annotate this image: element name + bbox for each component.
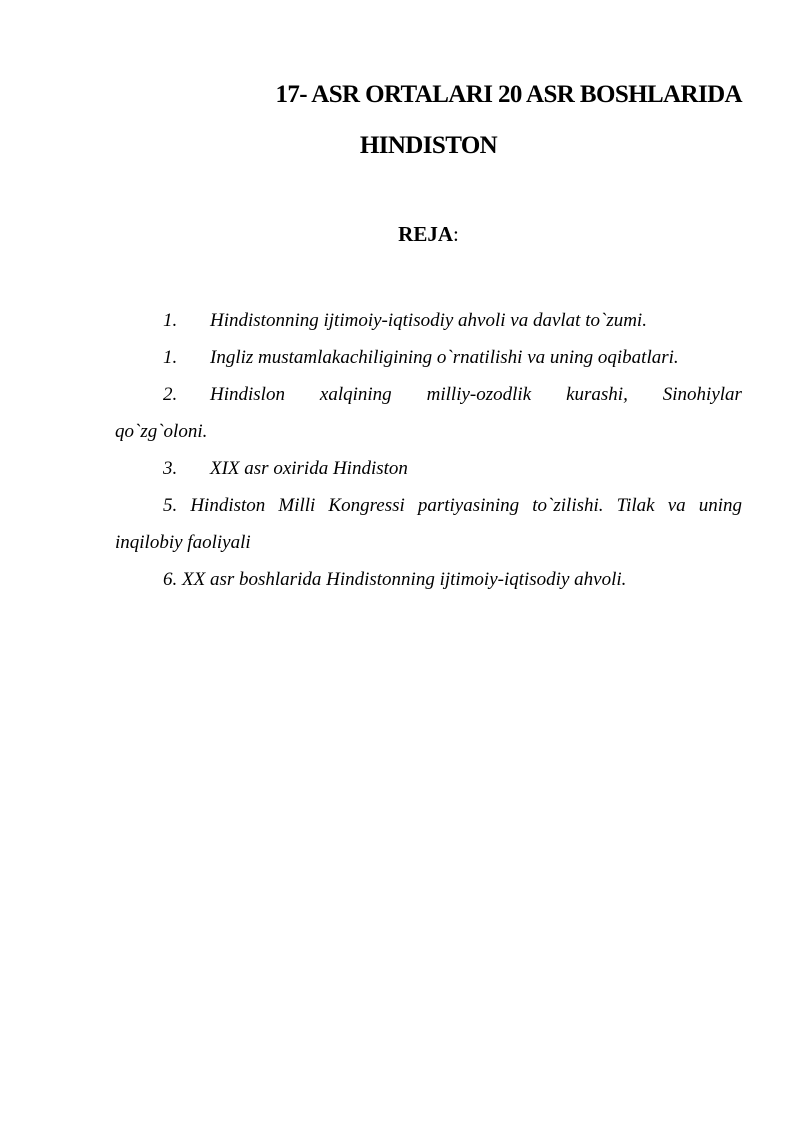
- plan-colon: :: [453, 222, 459, 246]
- plan-item-number: 1.: [163, 347, 178, 368]
- plan-item-4: [115, 450, 742, 487]
- plan-item-word: Hindislon: [210, 384, 285, 405]
- plan-item-word: xalqining: [319, 384, 392, 405]
- plan-item-text: 5. Hindiston Milli Kongressi partiyasining to`zilishi. Tilak va uning: [163, 495, 742, 516]
- plan-item-text: XIX asr oxirida Hindiston: [210, 458, 408, 479]
- plan-item-text: 6. XX asr boshlarida Hindistonning ijtimoiy-iqtisodiy ahvoli.: [163, 569, 627, 590]
- plan-item-text-line: [210, 376, 742, 413]
- plan-list: [115, 302, 742, 598]
- document-title-line-1: 17- ASR ORTALARI 20 ASR BOSHLARIDA: [275, 81, 742, 108]
- plan-item-2: [115, 339, 742, 376]
- plan-item-5: [115, 487, 742, 561]
- plan-item-1: [115, 302, 742, 339]
- plan-label: REJA: [398, 222, 453, 246]
- plan-item-word: Sinohiylar: [662, 384, 742, 405]
- plan-item-text: Ingliz mustamlakachiligining o`rnatilishi va uning oqibatlari.: [210, 347, 679, 368]
- plan-heading: [115, 220, 742, 248]
- plan-item-3: [115, 376, 742, 450]
- plan-item-number: 3.: [163, 458, 178, 479]
- plan-item-6: [115, 561, 742, 598]
- plan-item-continuation: inqilobiy faoliyali: [115, 532, 251, 553]
- plan-item-text: Hindistonning ijtimoiy-iqtisodiy ahvoli va davlat to`zumi.: [210, 310, 647, 331]
- plan-item-continuation: qo`zg`oloni.: [115, 421, 208, 442]
- plan-item-number: 1.: [163, 310, 178, 331]
- plan-item-number: 2.: [163, 384, 178, 405]
- plan-item-word: kurashi,: [566, 384, 628, 405]
- plan-item-word: milliy-ozodlik: [426, 384, 532, 405]
- document-title-line-2: HINDISTON: [359, 132, 498, 159]
